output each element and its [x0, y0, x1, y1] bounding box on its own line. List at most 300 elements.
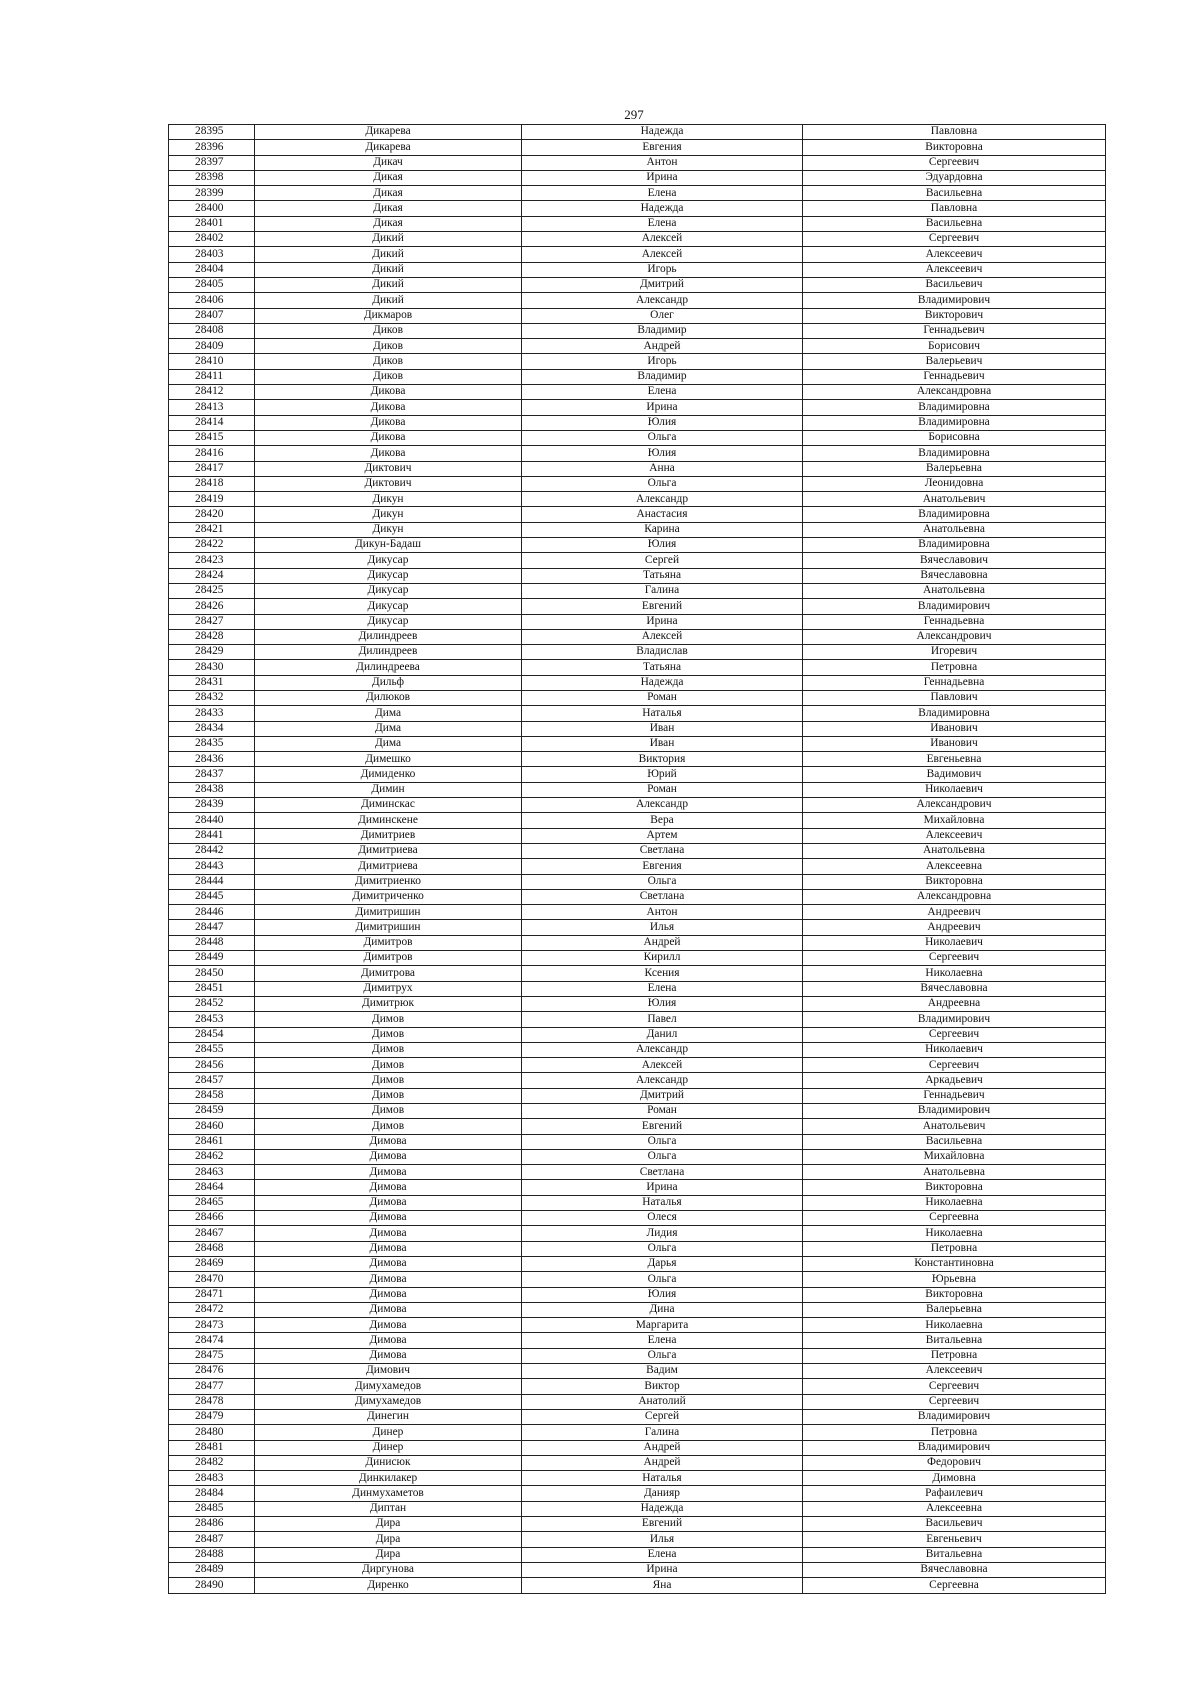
- record-number-cell: 28420: [169, 507, 255, 522]
- patronymic-cell: Сергеевич: [803, 1379, 1106, 1394]
- table-row: [169, 614, 1106, 629]
- record-number-cell: 28408: [169, 323, 255, 338]
- surname-cell: Дикая: [255, 170, 522, 185]
- record-number-cell: 28471: [169, 1287, 255, 1302]
- record-number-cell: 28437: [169, 767, 255, 782]
- patronymic-cell: Алексеевна: [803, 859, 1106, 874]
- table-row: [169, 1012, 1106, 1027]
- record-number-cell: 28466: [169, 1211, 255, 1226]
- surname-cell: Димова: [255, 1348, 522, 1363]
- surname-cell: Дикая: [255, 201, 522, 216]
- patronymic-cell: Рафаилевич: [803, 1486, 1106, 1501]
- table-row: [169, 905, 1106, 920]
- surname-cell: Димитрух: [255, 981, 522, 996]
- table-row: [169, 1394, 1106, 1409]
- patronymic-cell: Витальевна: [803, 1547, 1106, 1562]
- surname-cell: Дилюков: [255, 690, 522, 705]
- surname-cell: Димиденко: [255, 767, 522, 782]
- table-row: [169, 1104, 1106, 1119]
- first-name-cell: Галина: [522, 583, 803, 598]
- table-row: [169, 889, 1106, 904]
- table-row: [169, 1058, 1106, 1073]
- record-number-cell: 28419: [169, 492, 255, 507]
- patronymic-cell: Андреевич: [803, 905, 1106, 920]
- record-number-cell: 28477: [169, 1379, 255, 1394]
- first-name-cell: Алексей: [522, 1058, 803, 1073]
- record-number-cell: 28440: [169, 813, 255, 828]
- first-name-cell: Евгения: [522, 140, 803, 155]
- first-name-cell: Александр: [522, 1073, 803, 1088]
- table-row: [169, 920, 1106, 935]
- surname-cell: Дикая: [255, 216, 522, 231]
- patronymic-cell: Сергеевич: [803, 232, 1106, 247]
- surname-cell: Динкилакер: [255, 1471, 522, 1486]
- surname-cell: Димитров: [255, 951, 522, 966]
- surname-cell: Динер: [255, 1440, 522, 1455]
- surname-cell: Диминскене: [255, 813, 522, 828]
- first-name-cell: Ольга: [522, 1134, 803, 1149]
- patronymic-cell: Вячеславовна: [803, 981, 1106, 996]
- record-number-cell: 28481: [169, 1440, 255, 1455]
- record-number-cell: 28427: [169, 614, 255, 629]
- patronymic-cell: Александровна: [803, 889, 1106, 904]
- record-number-cell: 28398: [169, 170, 255, 185]
- patronymic-cell: Иванович: [803, 721, 1106, 736]
- first-name-cell: Павел: [522, 1012, 803, 1027]
- record-number-cell: 28435: [169, 736, 255, 751]
- first-name-cell: Елена: [522, 186, 803, 201]
- first-name-cell: Татьяна: [522, 660, 803, 675]
- patronymic-cell: Викторовна: [803, 1287, 1106, 1302]
- first-name-cell: Илья: [522, 920, 803, 935]
- first-name-cell: Татьяна: [522, 568, 803, 583]
- patronymic-cell: Павлович: [803, 690, 1106, 705]
- patronymic-cell: Геннадьевич: [803, 369, 1106, 384]
- patronymic-cell: Васильевич: [803, 1517, 1106, 1532]
- table-row: [169, 1532, 1106, 1547]
- record-number-cell: 28412: [169, 385, 255, 400]
- patronymic-cell: Николаевич: [803, 782, 1106, 797]
- record-number-cell: 28431: [169, 675, 255, 690]
- first-name-cell: Юрий: [522, 767, 803, 782]
- patronymic-cell: Викторович: [803, 308, 1106, 323]
- patronymic-cell: Алексеевна: [803, 1501, 1106, 1516]
- surname-cell: Димин: [255, 782, 522, 797]
- table-row: [169, 1379, 1106, 1394]
- table-row: [169, 232, 1106, 247]
- surname-cell: Димова: [255, 1241, 522, 1256]
- record-number-cell: 28455: [169, 1042, 255, 1057]
- patronymic-cell: Федорович: [803, 1455, 1106, 1470]
- table-row: [169, 522, 1106, 537]
- table-row: [169, 1211, 1106, 1226]
- surname-cell: Диков: [255, 354, 522, 369]
- record-number-cell: 28443: [169, 859, 255, 874]
- table-row: [169, 553, 1106, 568]
- patronymic-cell: Владимирович: [803, 1104, 1106, 1119]
- patronymic-cell: Александрович: [803, 798, 1106, 813]
- table-row: [169, 813, 1106, 828]
- first-name-cell: Владимир: [522, 323, 803, 338]
- table-row: [169, 415, 1106, 430]
- table-row: [169, 966, 1106, 981]
- record-number-cell: 28445: [169, 889, 255, 904]
- surname-cell: Димов: [255, 1012, 522, 1027]
- table-row: [169, 1578, 1106, 1593]
- first-name-cell: Владислав: [522, 645, 803, 660]
- table-row: [169, 798, 1106, 813]
- first-name-cell: Маргарита: [522, 1318, 803, 1333]
- first-name-cell: Алексей: [522, 247, 803, 262]
- first-name-cell: Ольга: [522, 1241, 803, 1256]
- record-number-cell: 28447: [169, 920, 255, 935]
- surname-cell: Дикун-Бадаш: [255, 538, 522, 553]
- record-number-cell: 28484: [169, 1486, 255, 1501]
- table-row: [169, 859, 1106, 874]
- table-row: [169, 1409, 1106, 1424]
- patronymic-cell: Леонидовна: [803, 476, 1106, 491]
- surname-cell: Диренко: [255, 1578, 522, 1593]
- patronymic-cell: Владимировна: [803, 538, 1106, 553]
- surname-cell: Димова: [255, 1333, 522, 1348]
- surname-cell: Дикусар: [255, 583, 522, 598]
- patronymic-cell: Владимировна: [803, 415, 1106, 430]
- record-number-cell: 28470: [169, 1272, 255, 1287]
- surname-cell: Диков: [255, 339, 522, 354]
- patronymic-cell: Вячеславовна: [803, 1562, 1106, 1577]
- table-row: [169, 201, 1106, 216]
- first-name-cell: Юлия: [522, 1287, 803, 1302]
- patronymic-cell: Андреевна: [803, 996, 1106, 1011]
- record-number-cell: 28476: [169, 1364, 255, 1379]
- patronymic-cell: Алексеевич: [803, 1364, 1106, 1379]
- table-row: [169, 1180, 1106, 1195]
- patronymic-cell: Васильевна: [803, 1134, 1106, 1149]
- record-number-cell: 28462: [169, 1149, 255, 1164]
- table-row: [169, 645, 1106, 660]
- patronymic-cell: Вадимович: [803, 767, 1106, 782]
- record-number-cell: 28457: [169, 1073, 255, 1088]
- first-name-cell: Евгений: [522, 1119, 803, 1134]
- table-row: [169, 599, 1106, 614]
- surname-cell: Дикун: [255, 522, 522, 537]
- patronymic-cell: Анатольевна: [803, 1165, 1106, 1180]
- first-name-cell: Ольга: [522, 1348, 803, 1363]
- surname-cell: Димитриенко: [255, 874, 522, 889]
- record-number-cell: 28464: [169, 1180, 255, 1195]
- patronymic-cell: Алексеевич: [803, 247, 1106, 262]
- first-name-cell: Артем: [522, 828, 803, 843]
- patronymic-cell: Валерьевна: [803, 1302, 1106, 1317]
- patronymic-cell: Владимировна: [803, 400, 1106, 415]
- patronymic-cell: Анатольевна: [803, 843, 1106, 858]
- table-row: [169, 1425, 1106, 1440]
- first-name-cell: Александр: [522, 798, 803, 813]
- table-row: [169, 492, 1106, 507]
- record-number-cell: 28446: [169, 905, 255, 920]
- first-name-cell: Анна: [522, 461, 803, 476]
- surname-cell: Дикий: [255, 232, 522, 247]
- table-row: [169, 583, 1106, 598]
- record-number-cell: 28405: [169, 277, 255, 292]
- table-row: [169, 125, 1106, 140]
- record-number-cell: 28487: [169, 1532, 255, 1547]
- names-table-body: [169, 125, 1106, 1594]
- patronymic-cell: Сергеевич: [803, 1394, 1106, 1409]
- table-row: [169, 721, 1106, 736]
- record-number-cell: 28395: [169, 125, 255, 140]
- table-row: [169, 752, 1106, 767]
- record-number-cell: 28459: [169, 1104, 255, 1119]
- table-row: [169, 369, 1106, 384]
- table-row: [169, 843, 1106, 858]
- first-name-cell: Ксения: [522, 966, 803, 981]
- patronymic-cell: Владимирович: [803, 293, 1106, 308]
- surname-cell: Дикусар: [255, 614, 522, 629]
- patronymic-cell: Владимировна: [803, 446, 1106, 461]
- first-name-cell: Ирина: [522, 614, 803, 629]
- patronymic-cell: Валерьевич: [803, 354, 1106, 369]
- record-number-cell: 28463: [169, 1165, 255, 1180]
- first-name-cell: Яна: [522, 1578, 803, 1593]
- table-row: [169, 1256, 1106, 1271]
- patronymic-cell: Анатольевич: [803, 492, 1106, 507]
- surname-cell: Димов: [255, 1104, 522, 1119]
- table-row: [169, 140, 1106, 155]
- first-name-cell: Андрей: [522, 1440, 803, 1455]
- surname-cell: Димухамедов: [255, 1379, 522, 1394]
- table-row: [169, 446, 1106, 461]
- record-number-cell: 28409: [169, 339, 255, 354]
- table-row: [169, 430, 1106, 445]
- first-name-cell: Ольга: [522, 1272, 803, 1287]
- surname-cell: Диптан: [255, 1501, 522, 1516]
- patronymic-cell: Константиновна: [803, 1256, 1106, 1271]
- record-number-cell: 28458: [169, 1088, 255, 1103]
- record-number-cell: 28444: [169, 874, 255, 889]
- surname-cell: Диков: [255, 323, 522, 338]
- table-row: [169, 1333, 1106, 1348]
- record-number-cell: 28400: [169, 201, 255, 216]
- table-row: [169, 1348, 1106, 1363]
- record-number-cell: 28490: [169, 1578, 255, 1593]
- table-row: [169, 155, 1106, 170]
- first-name-cell: Андрей: [522, 1455, 803, 1470]
- table-row: [169, 690, 1106, 705]
- surname-cell: Дильф: [255, 675, 522, 690]
- table-row: [169, 951, 1106, 966]
- first-name-cell: Наталья: [522, 1471, 803, 1486]
- surname-cell: Динер: [255, 1425, 522, 1440]
- table-row: [169, 339, 1106, 354]
- surname-cell: Димитрова: [255, 966, 522, 981]
- first-name-cell: Елена: [522, 216, 803, 231]
- table-row: [169, 1241, 1106, 1256]
- surname-cell: Дикова: [255, 415, 522, 430]
- first-name-cell: Дина: [522, 1302, 803, 1317]
- table-row: [169, 323, 1106, 338]
- patronymic-cell: Викторовна: [803, 1180, 1106, 1195]
- patronymic-cell: Анатольевна: [803, 583, 1106, 598]
- surname-cell: Димов: [255, 1042, 522, 1057]
- patronymic-cell: Владимировна: [803, 706, 1106, 721]
- patronymic-cell: Геннадьевна: [803, 675, 1106, 690]
- surname-cell: Димова: [255, 1149, 522, 1164]
- patronymic-cell: Владимирович: [803, 599, 1106, 614]
- first-name-cell: Наталья: [522, 1195, 803, 1210]
- record-number-cell: 28474: [169, 1333, 255, 1348]
- record-number-cell: 28399: [169, 186, 255, 201]
- first-name-cell: Надежда: [522, 201, 803, 216]
- first-name-cell: Андрей: [522, 339, 803, 354]
- record-number-cell: 28422: [169, 538, 255, 553]
- surname-cell: Димитриева: [255, 843, 522, 858]
- patronymic-cell: Вячеславовна: [803, 568, 1106, 583]
- record-number-cell: 28489: [169, 1562, 255, 1577]
- table-row: [169, 874, 1106, 889]
- record-number-cell: 28483: [169, 1471, 255, 1486]
- first-name-cell: Данияр: [522, 1486, 803, 1501]
- names-table: [168, 124, 1106, 1594]
- patronymic-cell: Сергеевич: [803, 951, 1106, 966]
- surname-cell: Дикова: [255, 446, 522, 461]
- table-row: [169, 1088, 1106, 1103]
- surname-cell: Димова: [255, 1318, 522, 1333]
- surname-cell: Димова: [255, 1287, 522, 1302]
- record-number-cell: 28482: [169, 1455, 255, 1470]
- patronymic-cell: Васильевна: [803, 216, 1106, 231]
- surname-cell: Дима: [255, 706, 522, 721]
- first-name-cell: Елена: [522, 1547, 803, 1562]
- surname-cell: Димов: [255, 1058, 522, 1073]
- first-name-cell: Анастасия: [522, 507, 803, 522]
- record-number-cell: 28401: [169, 216, 255, 231]
- table-row: [169, 538, 1106, 553]
- surname-cell: Динмухаметов: [255, 1486, 522, 1501]
- surname-cell: Дикова: [255, 430, 522, 445]
- first-name-cell: Иван: [522, 736, 803, 751]
- table-row: [169, 1165, 1106, 1180]
- first-name-cell: Виктор: [522, 1379, 803, 1394]
- patronymic-cell: Николаевна: [803, 966, 1106, 981]
- first-name-cell: Дарья: [522, 1256, 803, 1271]
- patronymic-cell: Викторовна: [803, 874, 1106, 889]
- record-number-cell: 28479: [169, 1409, 255, 1424]
- record-number-cell: 28451: [169, 981, 255, 996]
- table-row: [169, 1195, 1106, 1210]
- first-name-cell: Владимир: [522, 369, 803, 384]
- surname-cell: Диминскас: [255, 798, 522, 813]
- record-number-cell: 28438: [169, 782, 255, 797]
- record-number-cell: 28475: [169, 1348, 255, 1363]
- table-row: [169, 1134, 1106, 1149]
- patronymic-cell: Александрович: [803, 629, 1106, 644]
- surname-cell: Диргунова: [255, 1562, 522, 1577]
- record-number-cell: 28461: [169, 1134, 255, 1149]
- patronymic-cell: Сергеевна: [803, 1578, 1106, 1593]
- first-name-cell: Евгения: [522, 859, 803, 874]
- table-row: [169, 1471, 1106, 1486]
- patronymic-cell: Димовна: [803, 1471, 1106, 1486]
- patronymic-cell: Игоревич: [803, 645, 1106, 660]
- first-name-cell: Надежда: [522, 125, 803, 140]
- table-row: [169, 1226, 1106, 1241]
- record-number-cell: 28426: [169, 599, 255, 614]
- patronymic-cell: Петровна: [803, 1425, 1106, 1440]
- table-row: [169, 293, 1106, 308]
- patronymic-cell: Аркадьевич: [803, 1073, 1106, 1088]
- record-number-cell: 28442: [169, 843, 255, 858]
- surname-cell: Димов: [255, 1027, 522, 1042]
- first-name-cell: Надежда: [522, 675, 803, 690]
- record-number-cell: 28416: [169, 446, 255, 461]
- record-number-cell: 28414: [169, 415, 255, 430]
- record-number-cell: 28449: [169, 951, 255, 966]
- page-number: 297: [624, 107, 644, 122]
- patronymic-cell: Николаевич: [803, 935, 1106, 950]
- first-name-cell: Лидия: [522, 1226, 803, 1241]
- table-row: [169, 186, 1106, 201]
- table-row: [169, 996, 1106, 1011]
- surname-cell: Димов: [255, 1119, 522, 1134]
- surname-cell: Дикий: [255, 277, 522, 292]
- first-name-cell: Наталья: [522, 706, 803, 721]
- first-name-cell: Ольга: [522, 1149, 803, 1164]
- surname-cell: Димова: [255, 1195, 522, 1210]
- patronymic-cell: Павловна: [803, 125, 1106, 140]
- patronymic-cell: Витальевна: [803, 1333, 1106, 1348]
- surname-cell: Димухамедов: [255, 1394, 522, 1409]
- first-name-cell: Ирина: [522, 170, 803, 185]
- patronymic-cell: Николаевич: [803, 1042, 1106, 1057]
- record-number-cell: 28417: [169, 461, 255, 476]
- patronymic-cell: Анатольевич: [803, 1119, 1106, 1134]
- surname-cell: Дикун: [255, 492, 522, 507]
- patronymic-cell: Владимирович: [803, 1012, 1106, 1027]
- surname-cell: Дира: [255, 1532, 522, 1547]
- first-name-cell: Александр: [522, 492, 803, 507]
- table-row: [169, 1455, 1106, 1470]
- surname-cell: Дима: [255, 736, 522, 751]
- surname-cell: Динегин: [255, 1409, 522, 1424]
- first-name-cell: Алексей: [522, 629, 803, 644]
- surname-cell: Дима: [255, 721, 522, 736]
- first-name-cell: Данил: [522, 1027, 803, 1042]
- record-number-cell: 28452: [169, 996, 255, 1011]
- record-number-cell: 28410: [169, 354, 255, 369]
- record-number-cell: 28450: [169, 966, 255, 981]
- record-number-cell: 28467: [169, 1226, 255, 1241]
- patronymic-cell: Петровна: [803, 1348, 1106, 1363]
- first-name-cell: Илья: [522, 1532, 803, 1547]
- table-row: [169, 981, 1106, 996]
- table-row: [169, 935, 1106, 950]
- record-number-cell: 28418: [169, 476, 255, 491]
- table-row: [169, 706, 1106, 721]
- record-number-cell: 28413: [169, 400, 255, 415]
- record-number-cell: 28432: [169, 690, 255, 705]
- patronymic-cell: Алексеевич: [803, 828, 1106, 843]
- surname-cell: Димитриев: [255, 828, 522, 843]
- first-name-cell: Светлана: [522, 889, 803, 904]
- surname-cell: Дикий: [255, 293, 522, 308]
- surname-cell: Дикарева: [255, 125, 522, 140]
- first-name-cell: Кирилл: [522, 951, 803, 966]
- first-name-cell: Карина: [522, 522, 803, 537]
- record-number-cell: 28411: [169, 369, 255, 384]
- surname-cell: Димитров: [255, 935, 522, 950]
- record-number-cell: 28430: [169, 660, 255, 675]
